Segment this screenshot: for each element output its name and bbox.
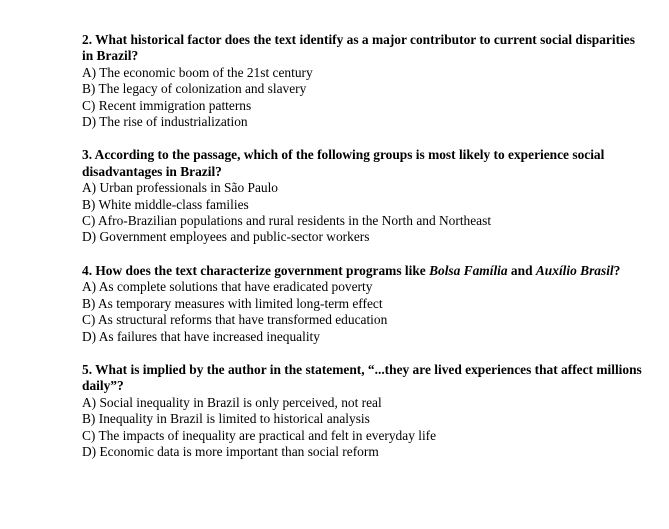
program-name-auxilio-brasil: Auxílio Brasil [535,262,614,278]
question-5 [82,362,642,460]
question-stem [82,263,642,279]
answer-option-c: C) Recent immigration patterns [82,97,252,113]
stem-text: and [507,262,536,278]
question-3 [82,147,642,245]
answer-option-c: C) Afro-Brazilian populations and rural residents in the North and Northeast [82,213,492,229]
question-stem: 5. What is implied by the author in the statement, “...they are lived experiences that affect millions daily”? [82,361,642,394]
answer-option-b: B) The legacy of colonization and slavery [82,81,307,97]
answer-option-a: A) Social inequality in Brazil is only perceived, not real [82,394,382,410]
stem-text: ? [613,262,621,278]
answer-option-b: B) As temporary measures with limited long-term effect [82,295,383,311]
answer-option-a: A) The economic boom of the 21st century [82,64,313,80]
answer-options [82,180,642,246]
stem-text: 4. How does the text characterize government programs like [82,262,430,278]
answer-options [82,395,642,461]
question-stem: 2. What historical factor does the text identify as a major contributor to current social disparities in Brazil? [82,32,635,64]
question-2 [82,32,642,130]
answer-options [82,279,642,345]
answer-option-b: B) White middle-class families [82,196,249,212]
answer-option-c: C) As structural reforms that have transformed education [82,312,388,328]
answer-option-a: A) Urban professionals in São Paulo [82,180,278,196]
answer-option-d: D) Government employees and public-sector workers [82,229,370,245]
answer-option-c: C) The impacts of inequality are practical and felt in everyday life [82,427,437,443]
question-4 [82,263,642,345]
answer-option-a: A) As complete solutions that have eradicated poverty [82,279,373,295]
program-name-bolsa-familia: Bolsa Família [429,262,508,278]
answer-option-d: D) The rise of industrialization [82,114,248,130]
answer-options [82,65,642,131]
answer-option-b: B) Inequality in Brazil is limited to historical analysis [82,411,370,427]
answer-option-d: D) As failures that have increased inequality [82,328,320,344]
quiz-document [82,32,642,477]
question-stem: 3. According to the passage, which of the following groups is most likely to experience social disadvantages in Brazil? [82,147,605,179]
answer-option-d: D) Economic data is more important than social reform [82,443,379,459]
